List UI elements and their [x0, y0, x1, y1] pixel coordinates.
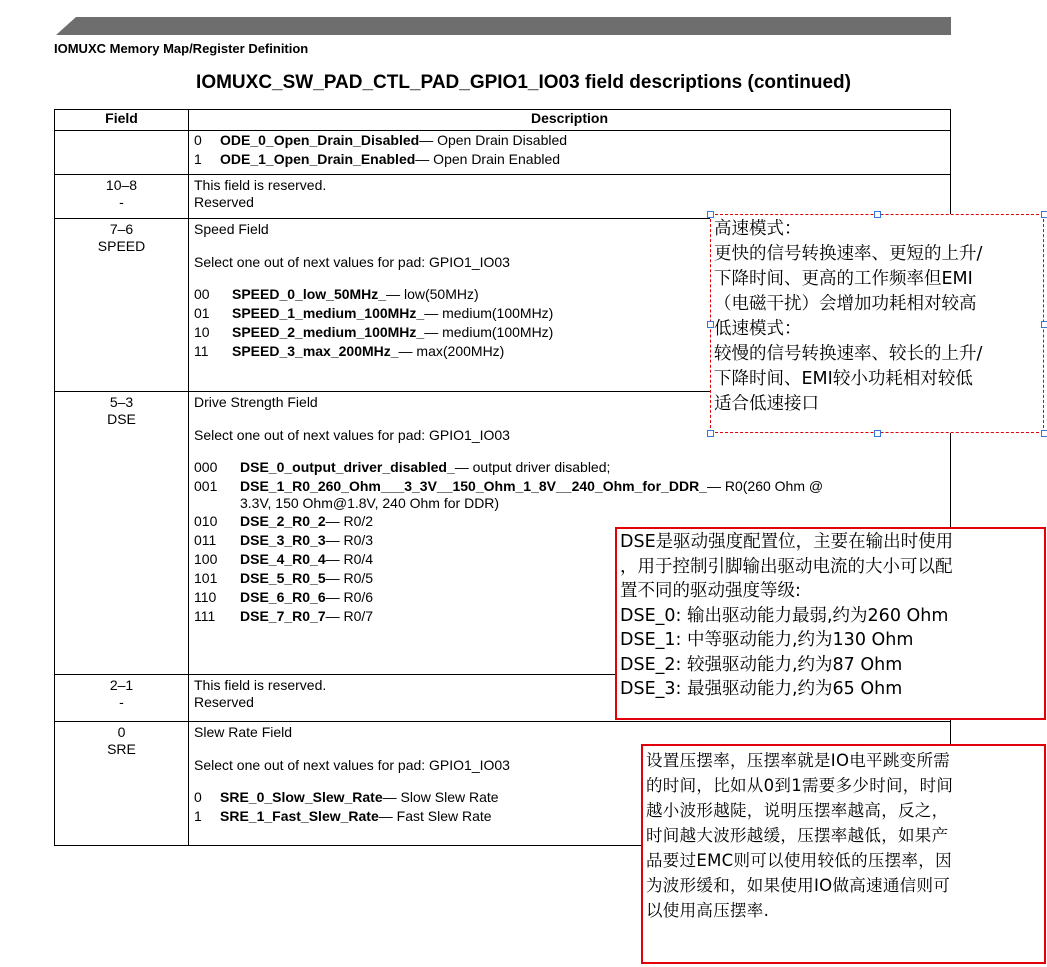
value-row: 0 SRE_0_Slow_Slew_Rate — Slow Slew Rate — [194, 789, 499, 805]
value-row: 10 SPEED_2_medium_100MHz_ — medium(100MHz) — [194, 324, 554, 340]
value-row: 11 SPEED_3_max_200MHz_ — max(200MHz) — [194, 343, 505, 359]
resize-handle[interactable] — [1041, 211, 1047, 218]
resize-handle[interactable] — [1041, 321, 1047, 328]
dse-annotation[interactable]: DSE是驱动强度配置位，主要在输出时使用 ，用于控制引脚输出驱动电流的大小可以配 置不同的驱动强度等级: DSE_0: 输出驱动能力最弱,约为260 Ohm DSE_1: 中等驱动能力,约为130 Ohm DSE_2: 较强驱动能力,约为87 Ohm DSE_3: 最强驱动能力,约为65 Ohm — [615, 527, 1046, 720]
description-cell: Slew Rate Field Select one out of next values for pad: GPIO1_IO03 0 SRE_0_Slow_Slew_Rate — Slow Slew Rate 1 SRE_1_Fast_Slew_Rate — Fast Slew Rate — [189, 722, 951, 846]
value-row: 01 SPEED_1_medium_100MHz_ — medium(100MHz) — [194, 305, 554, 321]
header-bar — [56, 17, 951, 35]
value-row: 110 DSE_6_R0_6 — R0/6 — [194, 589, 374, 605]
speed-annotation[interactable]: 高速模式： 更快的信号转换速率、更短的上升/ 下降时间、更高的工作频率但EMI （电磁干扰）会增加功耗相对较高 低速模式： 较慢的信号转换速率、较长的上升/ 下降时间、EMI较小功耗相对较低 适合低速接口 — [710, 214, 1044, 433]
description-cell: This field is reserved. Reserved — [189, 175, 951, 219]
value-row: 1 ODE_1_Open_Drain_Enabled — Open Drain Enabled — [194, 151, 561, 167]
value-row: 1 SRE_1_Fast_Slew_Rate — Fast Slew Rate — [194, 808, 492, 824]
column-header-field: Field — [55, 110, 189, 131]
section-label: IOMUXC Memory Map/Register Definition — [54, 41, 309, 56]
field-cell: 2–1 - — [55, 675, 189, 722]
description-cell: Drive Strength Field Select one out of next values for pad: GPIO1_IO03 000 DSE_0_output_driver_disabled_ — output driver disabled; 001 DSE_1_R0_260_Ohm___3_3V__150_Ohm_1_8V__240_Ohm_for_DDR_ — R0(260 Ohm @ 3.3V, 150 Ohm@1.8V, 240 Ohm for DDR) 010 DSE_2_R0_2 — R0/2 011 DSE_3_R0_3 — R0/3 100 DSE_4_R0_4 — R0/4 101 DSE_5_R0_5 — R0/5 110 DSE_6_R0_6 — R0/6 111 DSE_7_R0_7 — R0/7 — [189, 392, 951, 675]
value-row: 100 DSE_4_R0_4 — R0/4 — [194, 551, 374, 567]
description-cell: This field is reserved. Reserved — [189, 675, 951, 722]
value-row: 101 DSE_5_R0_5 — R0/5 — [194, 570, 374, 586]
value-row: 010 DSE_2_R0_2 — R0/2 — [194, 513, 374, 529]
resize-handle[interactable] — [707, 430, 714, 437]
description-cell — [189, 131, 951, 175]
value-row: 00 SPEED_0_low_50MHz_ — low(50MHz) — [194, 286, 479, 302]
value-row: 111 DSE_7_R0_7 — R0/7 — [194, 608, 374, 624]
field-cell: 7–6 SPEED — [55, 219, 189, 392]
resize-handle[interactable] — [1041, 430, 1047, 437]
column-header-description: Description — [189, 110, 951, 131]
field-cell: 0 SRE — [55, 722, 189, 846]
value-row: 000 DSE_0_output_driver_disabled_ — output driver disabled; — [194, 459, 611, 475]
resize-handle[interactable] — [874, 211, 881, 218]
resize-handle[interactable] — [874, 430, 881, 437]
value-row: 0 ODE_0_Open_Drain_Disabled — Open Drain Disabled — [194, 132, 568, 148]
sre-annotation[interactable]: 设置压摆率，压摆率就是IO电平跳变所需 的时间，比如从0到1需要多少时间，时间 越小波形越陡，说明压摆率越高，反之， 时间越大波形越缓，压摆率越低，如果产 品要过EMC则可以使用较低的压摆率，因 为波形缓和，如果使用IO做高速通信则可 以使用高压摆率. — [641, 744, 1046, 964]
description-cell: Speed Field Select one out of next values for pad: GPIO1_IO03 00 SPEED_0_low_50MHz_ — low(50MHz) 01 SPEED_1_medium_100MHz_ — medium(100MHz) 10 SPEED_2_medium_100MHz_ — medium(100MHz) 11 SPEED_3_max_200MHz_ — max(200MHz) — [189, 219, 951, 392]
value-row: 011 DSE_3_R0_3 — R0/3 — [194, 532, 374, 548]
resize-handle[interactable] — [707, 211, 714, 218]
table-row-reserved-10-8 — [55, 175, 951, 219]
field-cell: 10–8 - — [55, 175, 189, 219]
table-header-row — [55, 110, 951, 131]
table-row-ode — [55, 131, 951, 175]
resize-handle[interactable] — [707, 321, 714, 328]
value-row: 001 DSE_1_R0_260_Ohm___3_3V__150_Ohm_1_8V__240_Ohm_for_DDR_ — R0(260 Ohm @ — [194, 478, 824, 494]
page-title: IOMUXC_SW_PAD_CTL_PAD_GPIO1_IO03 field descriptions (continued) — [196, 72, 851, 93]
field-cell — [55, 131, 189, 175]
field-cell: 5–3 DSE — [55, 392, 189, 675]
